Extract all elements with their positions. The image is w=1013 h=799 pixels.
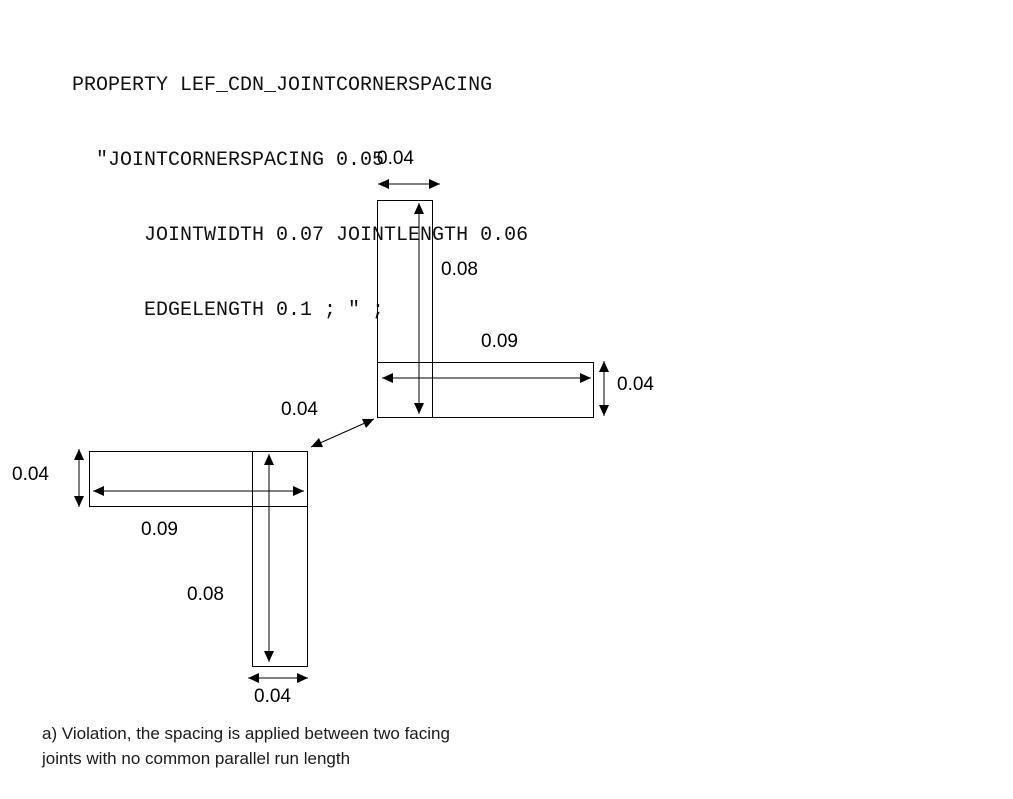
- lower-bottom-width-label: 0.04: [254, 686, 291, 707]
- corner-spacing-arrow: [311, 419, 374, 447]
- upper-shape-vertical-rect: [378, 201, 433, 418]
- corner-spacing-label: 0.04: [281, 399, 318, 420]
- upper-horizontal-length-label: 0.09: [481, 331, 518, 352]
- upper-right-width-label: 0.04: [617, 374, 654, 395]
- code-line-1: PROPERTY LEF_CDN_JOINTCORNERSPACING: [72, 74, 493, 97]
- lower-horizontal-length-label: 0.09: [141, 519, 178, 540]
- caption-line-2: joints with no common parallel run length: [42, 749, 351, 768]
- upper-shape-horizontal-rect: [378, 363, 594, 418]
- caption-line-1: a) Violation, the spacing is applied between two facing: [42, 724, 450, 743]
- lower-shape-vertical-rect: [253, 452, 308, 667]
- lower-shape-horizontal-rect: [90, 452, 308, 507]
- code-line-2: "JOINTCORNERSPACING 0.05: [72, 149, 385, 172]
- figure-caption: [42, 721, 450, 771]
- upper-top-width-label: 0.04: [377, 148, 414, 169]
- code-line-3: JOINTWIDTH 0.07 JOINTLENGTH 0.06: [72, 224, 529, 247]
- code-line-4: EDGELENGTH 0.1 ; " ;: [72, 299, 385, 322]
- upper-vertical-length-label: 0.08: [441, 259, 478, 280]
- lower-left-width-label: 0.04: [12, 464, 49, 485]
- lower-vertical-length-label: 0.08: [187, 584, 224, 605]
